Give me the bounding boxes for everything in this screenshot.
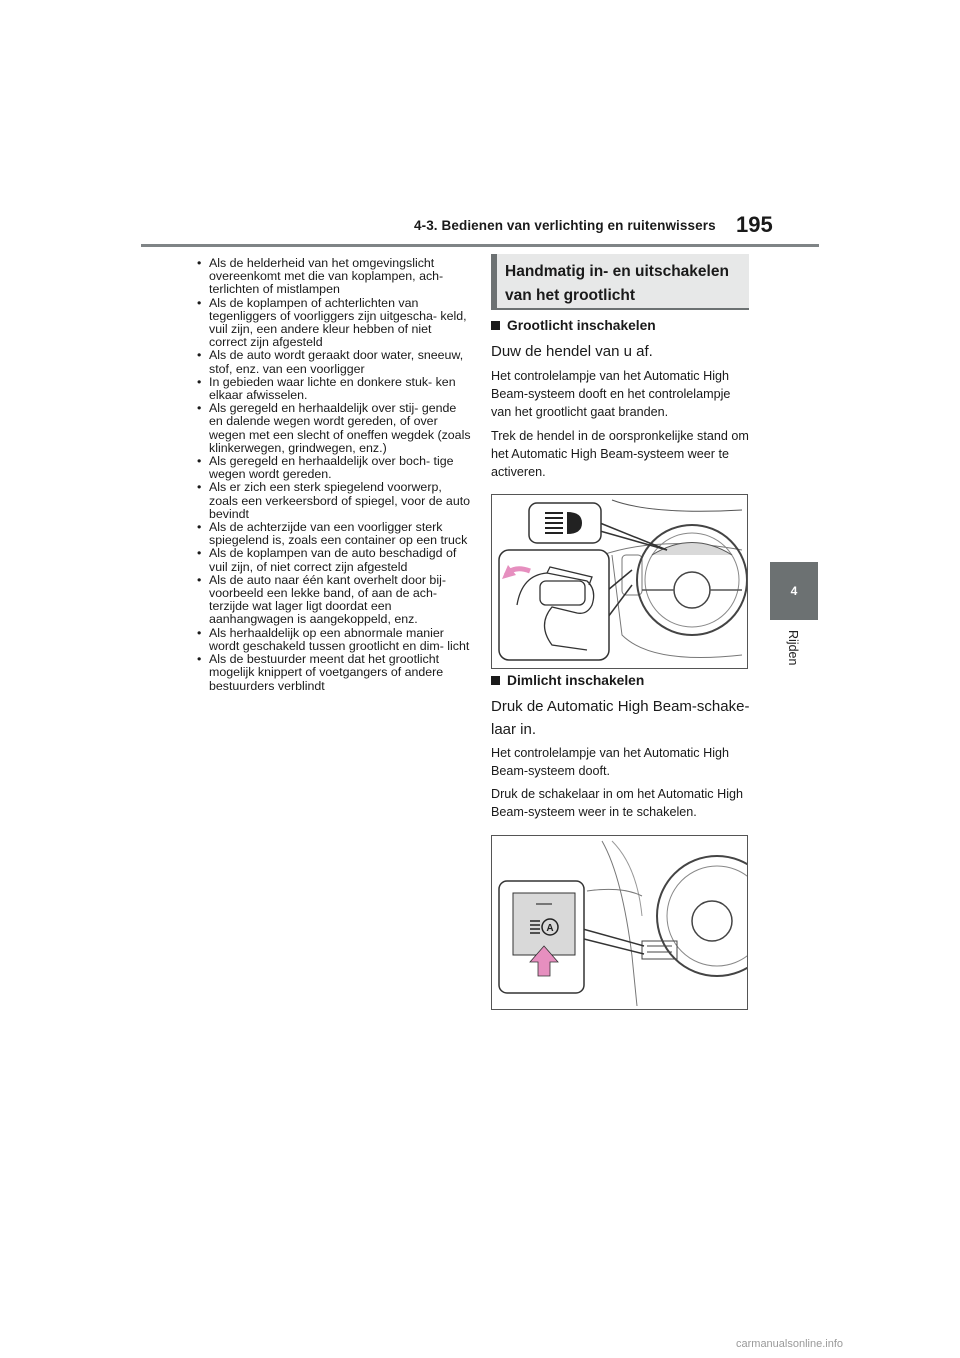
chapter-tab	[770, 562, 818, 620]
section-heading: Handmatig in- en uitschakelen van het grootlicht	[491, 254, 749, 310]
low-beam-instruction: Druk de Automatic High Beam-schake- laar in.	[491, 698, 750, 738]
list-item: • Als de koplampen of achterlichten van tegenliggers of voorliggers zijn uitgescha- keld, vuil zijn, een andere kleur hebben of niet correct zijn afgesteld	[196, 297, 472, 350]
list-item: • Als de helderheid van het omgevingslicht overeenkomt met die van koplampen, ach- terlichten of mistlampen	[196, 257, 472, 297]
list-item: • In gebieden waar lichte en donkere stuk- ken elkaar afwisselen.	[196, 376, 472, 402]
high-beam-instruction: Duw de hendel van u af.	[491, 343, 653, 360]
switch-illustration	[491, 835, 748, 1010]
list-item: • Als herhaaldelijk op een abnormale manier wordt geschakeld tussen grootlicht en dim- licht	[196, 627, 472, 653]
section-title: 4-3. Bedienen van verlichting en ruitenwissers	[414, 218, 716, 233]
list-item: • Als geregeld en herhaaldelijk over stij- gende en dalende wegen wordt gereden, of over wegen met een slecht of oneffen wegdek (zoals klinkerwegen, grindwegen, enz.)	[196, 402, 472, 455]
high-beam-paragraph-2: Trek de hendel in de oorspronkelijke stand om het Automatic High Beam-systeem weer te activeren.	[491, 429, 749, 479]
low-beam-paragraph-2: Druk de schakelaar in om het Automatic High Beam-systeem weer in te schakelen.	[491, 787, 743, 819]
conditions-list	[196, 257, 472, 693]
list-item: • Als de auto wordt geraakt door water, sneeuw, stof, enz. van een voorligger	[196, 349, 472, 375]
header-divider	[141, 244, 819, 247]
chapter-number: 4	[790, 584, 798, 598]
low-beam-heading: Dimlicht inschakelen	[491, 673, 644, 688]
list-item: • Als de auto naar één kant overhelt door bij- voorbeeld een lekke band, of aan de ach- terzijde wat lager ligt doordat een aanhangwagen is aangekoppeld, enz.	[196, 574, 472, 627]
list-item: • Als de achterzijde van een voorligger sterk spiegelend is, zoals een container op een truck	[196, 521, 472, 547]
lever-illustration	[491, 494, 748, 669]
list-item: • Als er zich een sterk spiegelend voorwerp, zoals een verkeersbord of spiegel, voor de auto bevindt	[196, 481, 472, 521]
chapter-label: Rijden	[786, 630, 800, 666]
square-bullet-icon	[491, 321, 500, 330]
low-beam-paragraph-1: Het controlelampje van het Automatic High Beam-systeem dooft.	[491, 746, 730, 778]
page-number: 195	[736, 212, 773, 237]
square-bullet-icon	[491, 676, 500, 685]
list-item: • Als geregeld en herhaaldelijk over boch- tige wegen wordt gereden.	[196, 455, 472, 481]
switch-drawing	[492, 836, 748, 1010]
lever-drawing	[492, 495, 748, 669]
list-item: • Als de koplampen van de auto beschadigd of vuil zijn, of niet correct zijn afgesteld	[196, 547, 472, 573]
list-item: • Als de bestuurder meent dat het grootlicht mogelijk knippert of voetgangers of andere bestuurders verblindt	[196, 653, 472, 693]
svg-text:A: A	[546, 923, 554, 934]
footer-watermark: carmanualsonline.info	[736, 1338, 844, 1350]
high-beam-paragraph-1: Het controlelampje van het Automatic High Beam-systeem dooft en het controlelampje van het grootlicht gaat branden.	[491, 369, 731, 419]
high-beam-heading: Grootlicht inschakelen	[491, 318, 656, 333]
